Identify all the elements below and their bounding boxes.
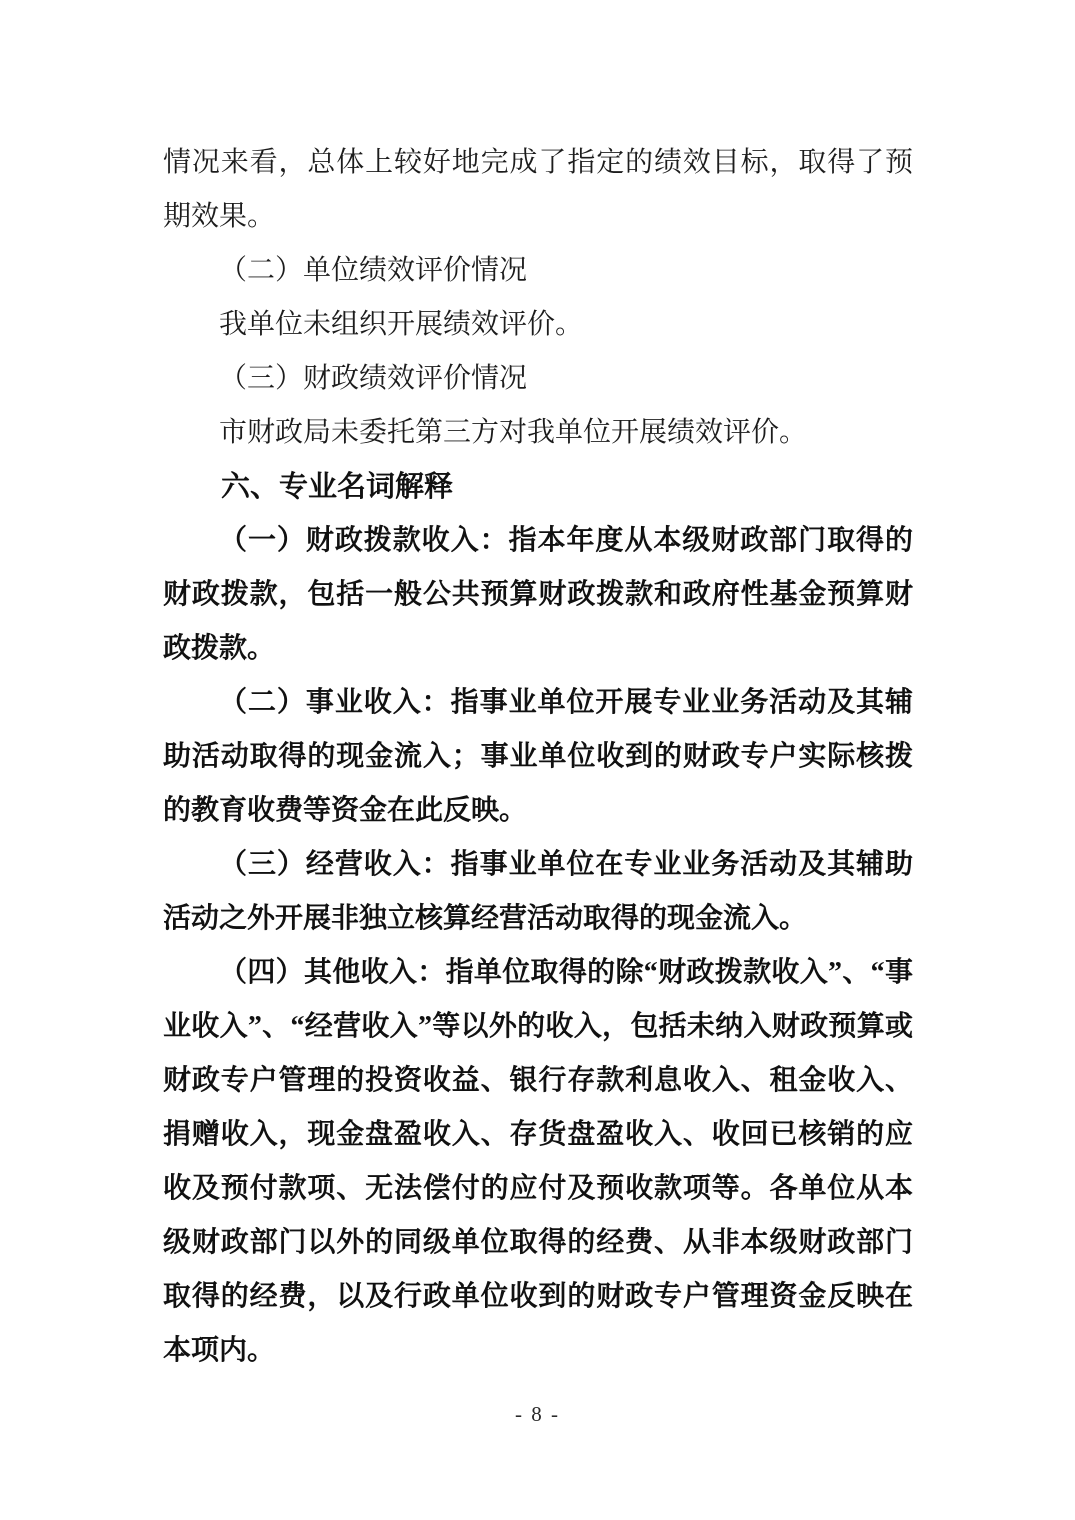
- document-body: [163, 136, 913, 1378]
- section-heading: 六、专业名词解释: [221, 471, 454, 503]
- term-label: （三）经营收入：: [219, 849, 451, 880]
- paragraph: （二）事业收入：指事业单位开展专业业务活动及其辅助活动取得的现金流入；事业单位收到的财政专户实际核拨的教育收费等资金在此反映。: [163, 687, 913, 826]
- paragraph: 市财政局未委托第三方对我单位开展绩效评价。: [219, 417, 808, 448]
- term-label: （一）财政拨款收入：: [219, 525, 509, 556]
- paragraph: 情况来看，总体上较好地完成了指定的绩效目标，取得了预期效果。: [163, 147, 913, 232]
- paragraph: （三）财政绩效评价情况: [219, 363, 528, 394]
- paragraph: （二）单位绩效评价情况: [219, 255, 528, 286]
- term-label: （四）其他收入：: [219, 957, 446, 988]
- paragraph: 我单位未组织开展绩效评价。: [219, 309, 584, 340]
- term-label: （二）事业收入：: [219, 687, 451, 718]
- page-number: - 8 -: [515, 1402, 560, 1426]
- paragraph: （一）财政拨款收入：指本年度从本级财政部门取得的财政拨款，包括一般公共预算财政拨款和政府性基金预算财政拨款。: [163, 525, 913, 664]
- paragraph: （四）其他收入：指单位取得的除“财政拨款收入”、“事业收入”、“经营收入”等以外的收入，包括未纳入财政预算或财政专户管理的投资收益、银行存款利息收入、租金收入、捐赠收入，现金盘盈收入、存货盘盈收入、收回已核销的应收及预付款项、无法偿付的应付及预收款项等。各单位从本级财政部门以外的同级单位取得的经费、从非本级财政部门取得的经费，以及行政单位收到的财政专户管理资金反映在本项内。: [163, 957, 913, 1366]
- paragraph: （三）经营收入：指事业单位在专业业务活动及其辅助活动之外开展非独立核算经营活动取得的现金流入。: [163, 849, 913, 934]
